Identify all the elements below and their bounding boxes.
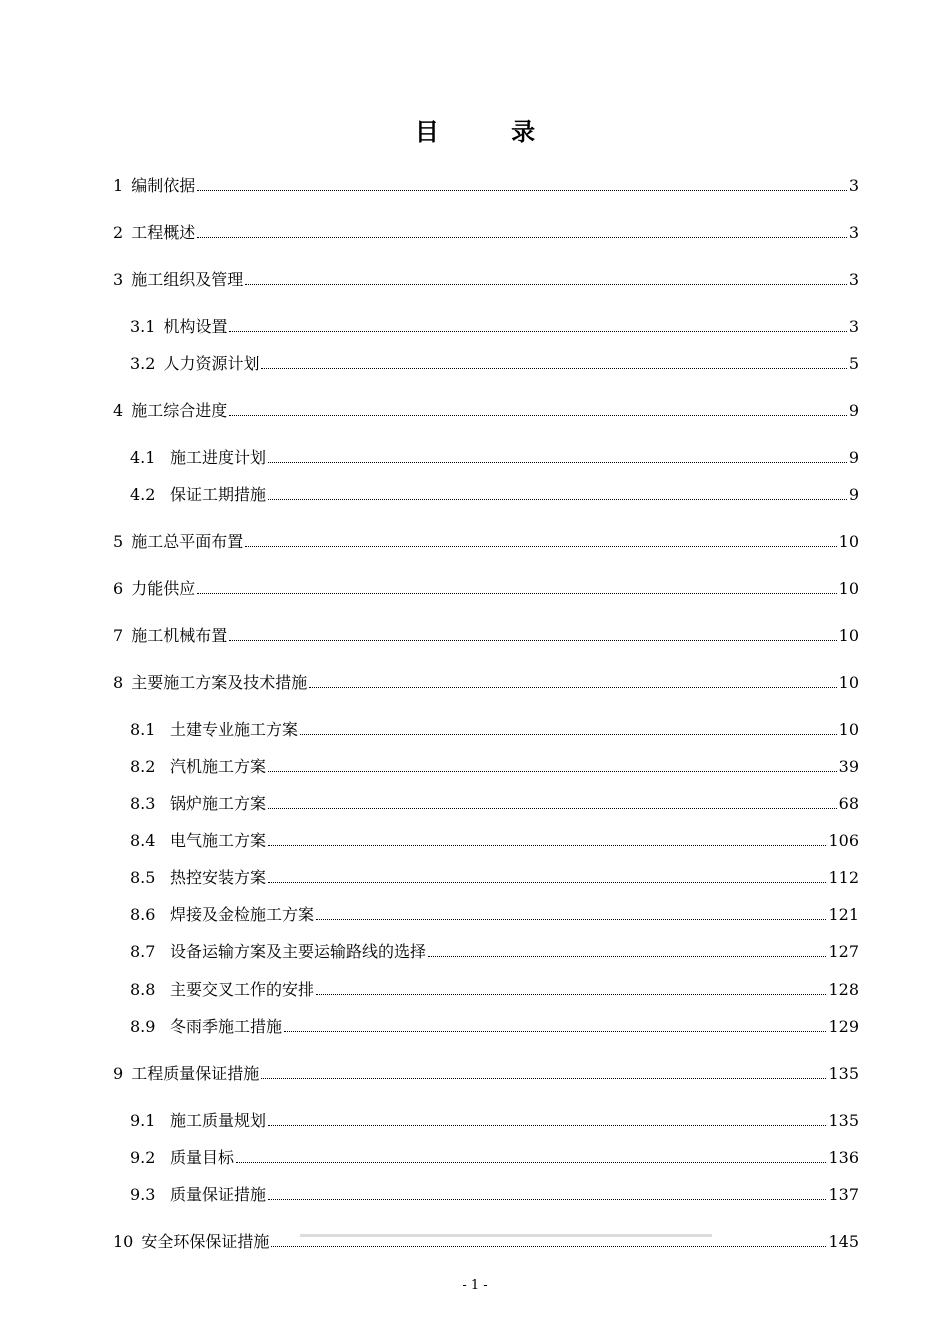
toc-entry-page: 9 xyxy=(848,485,859,504)
toc-entry-page: 9 xyxy=(848,448,859,467)
toc-entry-number: 3.1 xyxy=(130,317,156,336)
toc-entry-label: 主要交叉工作的安排 xyxy=(170,980,315,999)
title-char-1: 目 xyxy=(414,118,439,146)
toc-entry[interactable] xyxy=(130,827,859,851)
toc-dot-leader xyxy=(271,1246,826,1247)
toc-entry-page: 3 xyxy=(848,317,859,336)
toc-entry-label: 施工总平面布置 xyxy=(131,532,244,551)
toc-entry-page: 68 xyxy=(838,794,859,813)
toc-entry-label: 冬雨季施工措施 xyxy=(170,1017,283,1036)
toc-entry-number: 8.8 xyxy=(130,980,156,999)
toc-entry-page: 136 xyxy=(828,1148,859,1167)
toc-dot-leader xyxy=(245,546,836,547)
toc-entry-page: 10 xyxy=(838,532,859,551)
toc-entry-label: 人力资源计划 xyxy=(163,354,260,373)
page-title xyxy=(0,112,950,147)
toc-entry-page: 145 xyxy=(828,1232,859,1251)
toc-entry[interactable] xyxy=(130,976,859,1000)
toc-entry-label: 施工综合进度 xyxy=(131,401,228,420)
toc-entry[interactable] xyxy=(130,481,859,505)
toc-entry-page: 137 xyxy=(828,1185,859,1204)
toc-entry-page: 10 xyxy=(838,579,859,598)
toc-entry-label: 焊接及金检施工方案 xyxy=(170,905,315,924)
toc-entry-label: 工程质量保证措施 xyxy=(131,1064,260,1083)
toc-entry-label: 设备运输方案及主要运输路线的选择 xyxy=(170,942,427,961)
toc-entry-number: 8 xyxy=(113,673,124,692)
toc-entry-label: 锅炉施工方案 xyxy=(170,794,267,813)
toc-entry-label: 主要施工方案及技术措施 xyxy=(131,673,308,692)
toc-entry-label: 安全环保保证措施 xyxy=(141,1232,270,1251)
toc-entry-page: 10 xyxy=(838,673,859,692)
toc-dot-leader xyxy=(261,368,846,369)
toc-entry-label: 汽机施工方案 xyxy=(170,757,267,776)
toc-dot-leader xyxy=(229,415,847,416)
toc-dot-leader xyxy=(197,593,836,594)
toc-entry[interactable] xyxy=(130,938,859,962)
toc-dot-leader xyxy=(268,499,847,500)
toc-entry-label: 质量保证措施 xyxy=(170,1185,267,1204)
toc-entry-label: 施工质量规划 xyxy=(170,1111,267,1130)
toc-entry[interactable] xyxy=(113,397,859,421)
toc-entry-label: 施工进度计划 xyxy=(170,448,267,467)
toc-entry[interactable] xyxy=(130,350,859,374)
toc-entry[interactable] xyxy=(113,528,859,552)
toc-entry[interactable] xyxy=(113,622,859,646)
toc-entry[interactable] xyxy=(130,1013,859,1037)
toc-dot-leader xyxy=(197,237,847,238)
toc-dot-leader xyxy=(229,331,846,332)
toc-dot-leader xyxy=(229,640,836,641)
toc-entry[interactable] xyxy=(130,313,859,337)
toc-entry-page: 10 xyxy=(838,720,859,739)
toc-entry[interactable] xyxy=(113,266,859,290)
toc-entry-label: 土建专业施工方案 xyxy=(170,720,299,739)
toc-entry-number: 8.7 xyxy=(130,942,156,961)
toc-entry[interactable] xyxy=(130,753,859,777)
toc-dot-leader xyxy=(268,882,826,883)
toc-entry[interactable] xyxy=(130,864,859,888)
toc-entry-page: 121 xyxy=(828,905,859,924)
toc-entry-page: 9 xyxy=(848,401,859,420)
toc-dot-leader xyxy=(261,1078,826,1079)
toc-dot-leader xyxy=(245,284,847,285)
toc-entry-label: 施工机械布置 xyxy=(131,626,228,645)
toc-entry-page: 10 xyxy=(838,626,859,645)
toc-entry-label: 机构设置 xyxy=(163,317,228,336)
toc-entry-number: 9.3 xyxy=(130,1185,156,1204)
toc-entry-number: 4 xyxy=(113,401,124,420)
toc-entry-number: 6 xyxy=(113,579,124,598)
toc-entry-label: 编制依据 xyxy=(131,176,196,195)
toc-entry[interactable] xyxy=(113,219,859,243)
toc-entry-number: 3 xyxy=(113,270,124,289)
toc-entry-number: 8.6 xyxy=(130,905,156,924)
toc-entry-page: 3 xyxy=(848,176,859,195)
toc-dot-leader xyxy=(268,1199,826,1200)
toc-dot-leader xyxy=(268,845,826,846)
toc-entry-label: 质量目标 xyxy=(170,1148,235,1167)
toc-entry-page: 135 xyxy=(828,1064,859,1083)
toc-entry-number: 4.2 xyxy=(130,485,156,504)
toc-entry[interactable] xyxy=(113,172,859,196)
toc-dot-leader xyxy=(268,808,837,809)
toc-entry-page: 39 xyxy=(838,757,859,776)
toc-dot-leader xyxy=(309,687,836,688)
toc-dot-leader xyxy=(300,734,837,735)
toc-entry-number: 4.1 xyxy=(130,448,156,467)
toc-entry-number: 2 xyxy=(113,223,124,242)
toc-entry-page: 5 xyxy=(848,354,859,373)
toc-entry-number: 10 xyxy=(113,1232,134,1251)
toc-dot-leader xyxy=(268,1125,826,1126)
toc-dot-leader xyxy=(316,919,826,920)
toc-entry-number: 9.1 xyxy=(130,1111,156,1130)
toc-entry[interactable] xyxy=(130,901,859,925)
toc-entry[interactable] xyxy=(113,1060,859,1084)
toc-entry-label: 热控安装方案 xyxy=(170,868,267,887)
toc-entry-number: 5 xyxy=(113,532,124,551)
toc-entry-number: 8.3 xyxy=(130,794,156,813)
toc-entry-number: 8.9 xyxy=(130,1017,156,1036)
toc-entry[interactable] xyxy=(113,575,859,599)
toc-dot-leader xyxy=(284,1031,826,1032)
toc-entry-number: 3.2 xyxy=(130,354,156,373)
toc-entry-page: 106 xyxy=(828,831,859,850)
toc-entry-page: 127 xyxy=(828,942,859,961)
toc-entry-number: 9 xyxy=(113,1064,124,1083)
toc-entry-label: 工程概述 xyxy=(131,223,196,242)
toc-dot-leader xyxy=(316,994,826,995)
toc-entry-page: 135 xyxy=(828,1111,859,1130)
toc-entry-page: 128 xyxy=(828,980,859,999)
toc-entry-label: 保证工期措施 xyxy=(170,485,267,504)
toc-dot-leader xyxy=(268,462,847,463)
toc-dot-leader xyxy=(236,1162,826,1163)
toc-entry-number: 8.2 xyxy=(130,757,156,776)
toc-entry-label: 电气施工方案 xyxy=(170,831,267,850)
page-number: - 1 - xyxy=(462,1278,488,1293)
toc-dot-leader xyxy=(197,190,847,191)
toc-entry-number: 1 xyxy=(113,176,124,195)
toc-dot-leader xyxy=(428,956,826,957)
toc-entry-page: 3 xyxy=(848,270,859,289)
toc-entry-page: 129 xyxy=(828,1017,859,1036)
toc-entry[interactable] xyxy=(130,1107,859,1131)
title-char-2: 录 xyxy=(511,118,536,146)
toc-entry[interactable] xyxy=(130,716,859,740)
toc-entry[interactable] xyxy=(113,1228,859,1252)
toc-entry-number: 9.2 xyxy=(130,1148,156,1167)
toc-entry[interactable] xyxy=(130,1144,859,1168)
toc-entry-number: 7 xyxy=(113,626,124,645)
toc-entry-number: 8.5 xyxy=(130,868,156,887)
footer-divider xyxy=(300,1234,712,1237)
toc-entry-label: 施工组织及管理 xyxy=(131,270,244,289)
toc-dot-leader xyxy=(268,771,837,772)
toc-entry-page: 112 xyxy=(828,868,859,887)
toc-entry[interactable] xyxy=(113,669,859,693)
toc-entry-number: 8.1 xyxy=(130,720,156,739)
toc-entry[interactable] xyxy=(130,790,859,814)
toc-entry[interactable] xyxy=(130,1181,859,1205)
toc-entry-label: 力能供应 xyxy=(131,579,196,598)
toc-entry-number: 8.4 xyxy=(130,831,156,850)
toc-entry-page: 3 xyxy=(848,223,859,242)
toc-entry[interactable] xyxy=(130,444,859,468)
